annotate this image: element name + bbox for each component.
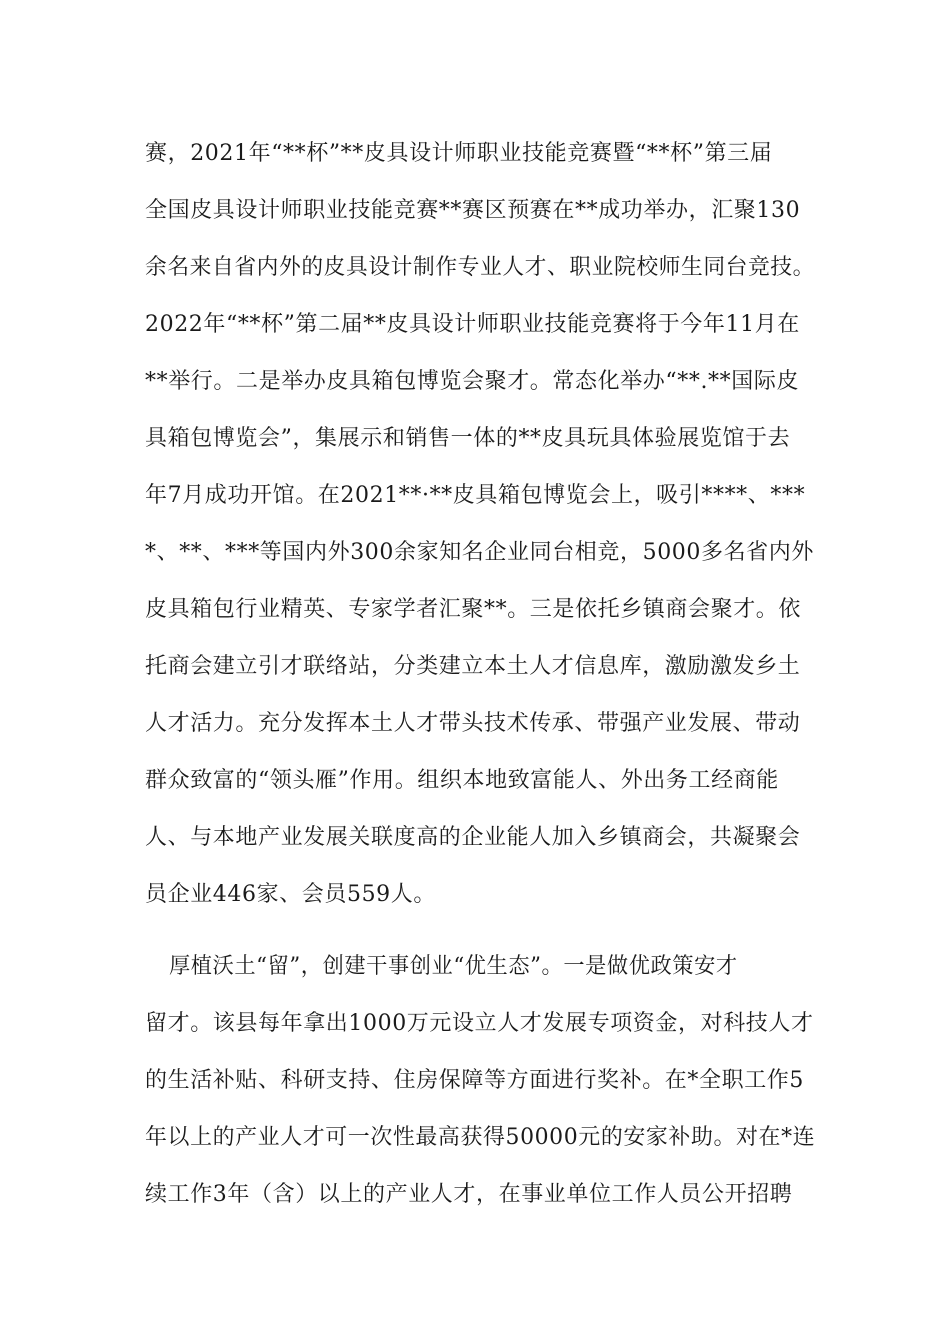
text-line: 的生活补贴、科研支持、住房保障等方面进行奖补。在*全职工作5 [145,1068,804,1093]
text-line: 具箱包博览会”，集展示和销售一体的**皮具玩具体验展览馆于去 [145,426,791,451]
text-line: 员企业446家、会员559人。 [145,882,436,907]
text-line: 赛，2021年“**杯”**皮具设计师职业技能竞赛暨“**杯”第三届 [145,141,773,166]
text-line: 年以上的产业人才可一次性最高获得50000元的安家补助。对在*连 [145,1125,816,1150]
text-line: *、**、***等国内外300余家知名企业同台相竞，5000多名省内外 [145,540,814,565]
text-line: 续工作3年（含）以上的产业人才，在事业单位工作人员公开招聘 [145,1182,793,1207]
text-line: 人才活力。充分发挥本土人才带头技术传承、带强产业发展、带动 [145,711,801,736]
text-line: 皮具箱包行业精英、专家学者汇聚**。三是依托乡镇商会聚才。依 [145,597,802,622]
text-line: **举行。二是举办皮具箱包博览会聚才。常态化举办“**.**国际皮 [145,369,800,394]
text-line: 群众致富的“领头雁”作用。组织本地致富能人、外出务工经商能 [145,768,779,793]
text-line: 余名来自省内外的皮具设计制作专业人才、职业院校师生同台竞技。 [145,255,816,280]
text-line: 厚植沃土“留”，创建干事创业“优生态”。一是做优政策安才 [169,954,738,979]
text-line: 2022年“**杯”第二届**皮具设计师职业技能竞赛将于今年11月在 [145,312,800,337]
text-line: 托商会建立引才联络站，分类建立本土人才信息库，激励激发乡土 [145,654,801,679]
text-line: 留才。该县每年拿出1000万元设立人才发展专项资金，对科技人才 [145,1011,814,1036]
text-line: 全国皮具设计师职业技能竞赛**赛区预赛在**成功举办，汇聚130 [145,198,801,223]
text-line: 人、与本地产业发展关联度高的企业能人加入乡镇商会，共凝聚会 [145,825,801,850]
text-line: 年7月成功开馆。在2021**·**皮具箱包博览会上，吸引****、*** [145,483,806,508]
